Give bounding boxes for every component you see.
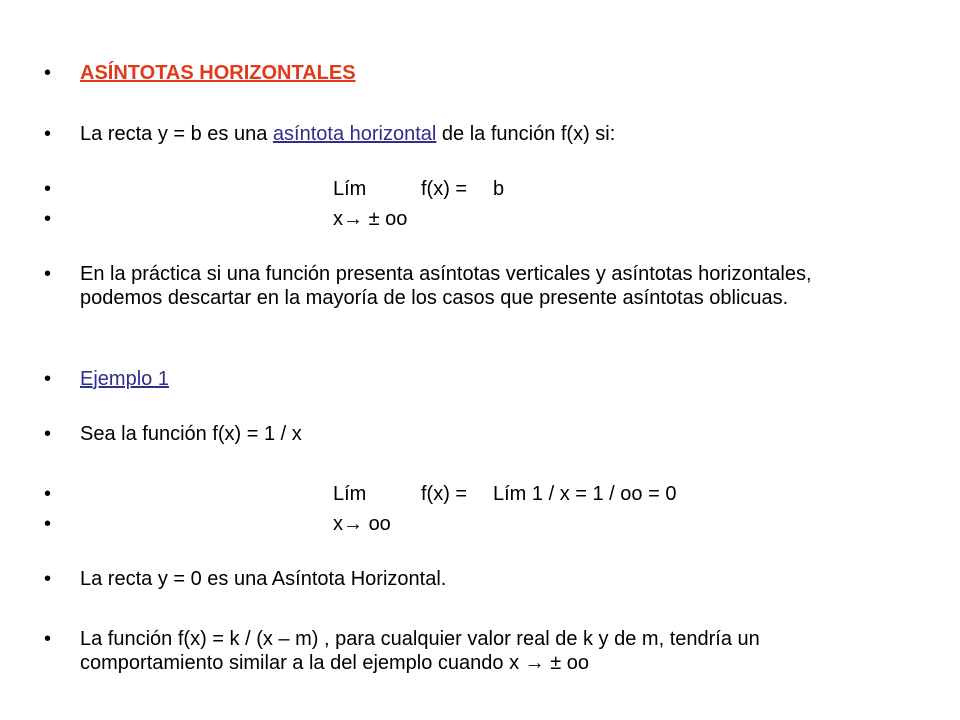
bullet: • — [44, 568, 52, 590]
limit2-approach: oo — [368, 513, 391, 535]
bullet: • — [44, 178, 52, 200]
bullet: • — [44, 368, 52, 390]
limit1-x: x — [333, 208, 343, 230]
asintota-horizontal-link[interactable]: asíntota horizontal — [272, 123, 437, 145]
limit1-fx: f(x) = — [421, 178, 468, 200]
arrow-right-icon: → — [524, 652, 545, 674]
general-remark — [80, 627, 880, 675]
definition-suffix: de la función f(x) si: — [436, 123, 616, 145]
bullet: • — [44, 123, 52, 145]
limit1-variable — [333, 207, 407, 231]
limit1-result: b — [493, 178, 505, 200]
bullet: • — [44, 513, 52, 535]
general-approach: ± oo — [550, 652, 590, 674]
limit1-approach: ± oo — [368, 208, 408, 230]
definition-line — [80, 122, 615, 146]
definition-prefix: La recta y = b es una — [80, 123, 273, 145]
bullet: • — [44, 483, 52, 505]
limit2-result: Lím 1 / x = 1 / oo = 0 — [493, 483, 677, 505]
limit2-variable — [333, 512, 391, 536]
conclusion: La recta y = 0 es una Asíntota Horizontal. — [80, 568, 447, 590]
bullet: • — [44, 423, 52, 445]
limit2-lim: Lím — [333, 483, 367, 505]
example-1-link[interactable]: Ejemplo 1 — [80, 368, 169, 390]
arrow-right-icon: → — [343, 513, 363, 535]
limit1-lim: Lím — [333, 178, 367, 200]
general-text: La función f(x) = k / (x – m) , para cualquier valor real de k y de m, tendría un comportamiento similar a la del ejemplo cuando x — [80, 628, 760, 674]
bullet: • — [44, 628, 52, 650]
arrow-right-icon: → — [343, 208, 363, 230]
limit2-fx: f(x) = — [421, 483, 468, 505]
bullet: • — [44, 208, 52, 230]
bullet: • — [44, 263, 52, 285]
practice-paragraph: En la práctica si una función presenta asíntotas verticales y asíntotas horizontales, podemos descartar en la mayoría de los casos que presente asíntotas oblicuas. — [80, 263, 812, 309]
bullet: • — [44, 62, 52, 84]
section-heading: ASÍNTOTAS HORIZONTALES — [80, 62, 356, 84]
limit2-x: x — [333, 513, 343, 535]
function-definition: Sea la función f(x) = 1 / x — [80, 423, 302, 445]
